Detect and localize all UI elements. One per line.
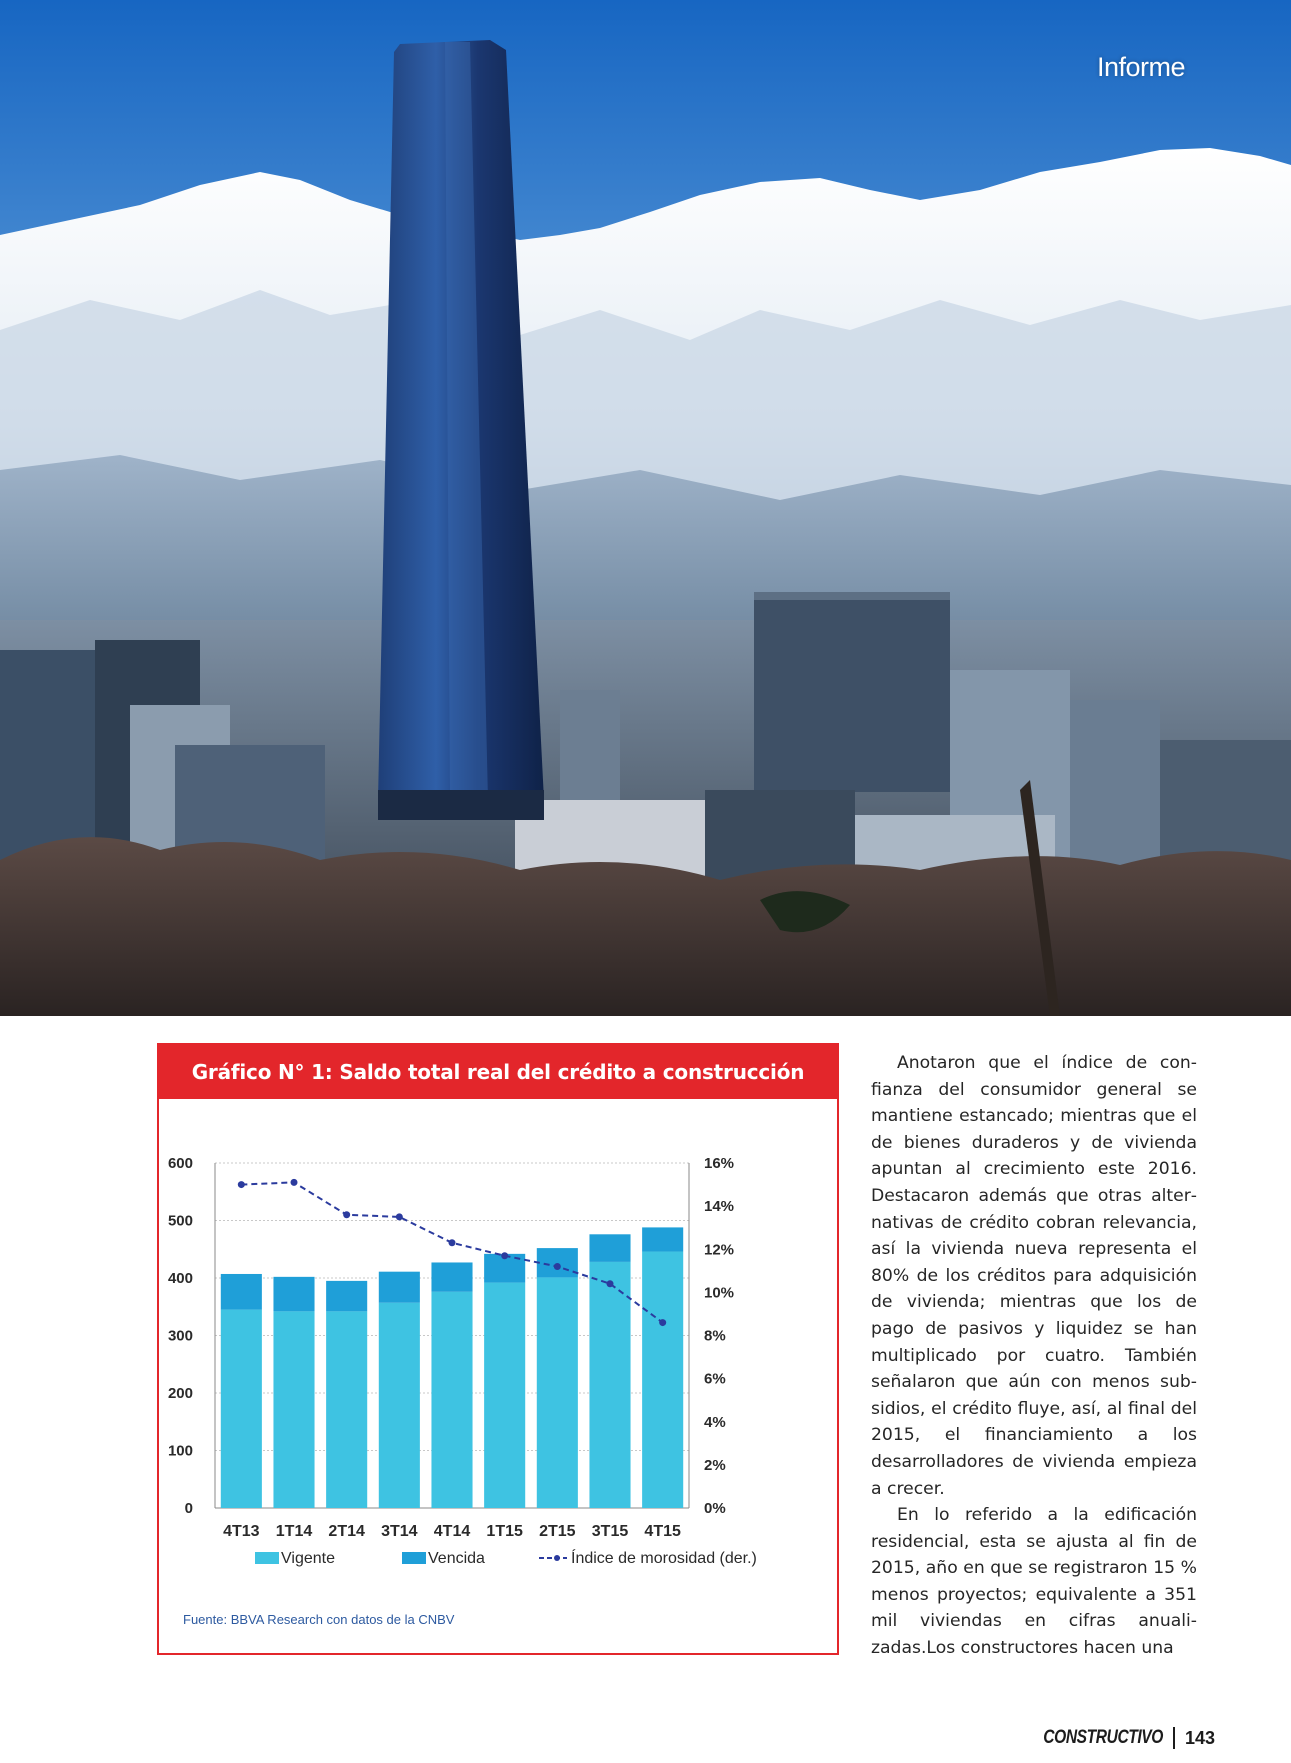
y-right-tick-label: 12%: [704, 1241, 735, 1259]
line-point: [554, 1263, 561, 1270]
x-tick-label: 1T15: [486, 1523, 523, 1540]
x-tick-label: 2T14: [328, 1523, 365, 1540]
y-right-tick-label: 6%: [704, 1370, 726, 1388]
chart-box: [157, 1043, 839, 1655]
page-footer: [1017, 1727, 1215, 1749]
y-right-tick-label: 16%: [704, 1155, 735, 1172]
y-left-tick-label: 400: [167, 1270, 193, 1287]
article-paragraph-1: Anotaron que el índice de confianza del consumidor general se mantiene estancado; mientras que el de bienes duraderos y de vivienda apuntan al crecimiento este 2016. Destacaron además que otras alternativas de crédito cobran relevancia, así la vivienda nueva representa el 80% de los créditos para adquisición de vivienda; mientras que los de pago de pasivos y liquidez se han multiplicado por cuatro. También señalaron que aún con menos subsidios, el crédito fluye, así, al final del 2015, el financiamiento a los desarrolladores de vivienda empieza a crecer.: [871, 1053, 1197, 1499]
legend-swatch-vencida: [402, 1552, 426, 1564]
y-left-tick-label: 100: [167, 1442, 193, 1460]
y-right-tick-label: 0%: [704, 1500, 726, 1517]
bar-vencida: [379, 1272, 420, 1303]
bar-vigente: [537, 1277, 578, 1508]
section-label: Informe: [1096, 52, 1185, 82]
legend-swatch-vigente: [255, 1552, 279, 1564]
footer-divider: [1173, 1727, 1175, 1749]
line-point: [291, 1179, 298, 1186]
legend-label-vencida: Vencida: [428, 1550, 485, 1567]
chart-title: Gráfico N° 1: Saldo total real del crédito a construcción: [159, 1045, 837, 1099]
bar-vencida: [642, 1227, 683, 1251]
page-number: 143: [1184, 1727, 1215, 1748]
bar-vigente: [326, 1311, 367, 1508]
line-point: [449, 1239, 456, 1246]
bar-vencida: [221, 1274, 262, 1310]
bar-vigente: [642, 1252, 683, 1508]
x-tick-label: 3T15: [591, 1523, 629, 1540]
y-left-tick-label: 300: [167, 1327, 193, 1345]
y-left-tick-label: 200: [167, 1385, 193, 1402]
x-tick-label: 1T14: [275, 1523, 313, 1540]
line-point: [396, 1213, 403, 1220]
chart-source: Fuente: BBVA Research con datos de la CNBV: [183, 1612, 455, 1627]
y-right-tick-label: 2%: [704, 1456, 726, 1474]
x-tick-label: 3T14: [381, 1523, 418, 1540]
article-paragraph-2: En lo referido a la edificación residencial, esta se ajusta al fin de 2015, año en que se registraron 15 % menos proyectos; equivalente a 351 mil viviendas en cifras anualizadas.Los constructores hacen una: [871, 1505, 1197, 1659]
x-tick-label: 4T14: [433, 1523, 471, 1540]
bar-vigente: [379, 1303, 420, 1508]
y-left-tick-label: 0: [184, 1500, 193, 1517]
y-right-tick-label: 10%: [704, 1284, 735, 1302]
line-point: [501, 1252, 508, 1259]
bar-vencida: [589, 1234, 630, 1262]
bar-vencida: [537, 1248, 578, 1277]
y-left-tick-label: 500: [167, 1212, 193, 1230]
x-tick-label: 4T13: [223, 1523, 260, 1540]
bar-vencida: [431, 1262, 472, 1291]
bar-vigente: [484, 1283, 525, 1508]
line-point: [343, 1211, 350, 1218]
bar-vigente: [589, 1262, 630, 1508]
line-point: [659, 1319, 666, 1326]
magazine-brand: CONSTRUCTIVO: [1043, 1727, 1163, 1748]
line-point: [607, 1280, 614, 1287]
y-right-tick-label: 14%: [704, 1198, 735, 1216]
y-left-tick-label: 600: [167, 1155, 193, 1172]
y-right-tick-label: 8%: [704, 1327, 726, 1345]
y-right-tick-label: 4%: [704, 1413, 726, 1431]
bar-vigente: [431, 1292, 472, 1508]
bar-vigente: [273, 1311, 314, 1508]
x-tick-label: 4T15: [644, 1523, 681, 1540]
article-body: [871, 1050, 1197, 1662]
line-point: [238, 1181, 245, 1188]
bar-vencida: [326, 1281, 367, 1311]
x-tick-label: 2T15: [539, 1523, 576, 1540]
legend-point-morosidad: [554, 1555, 560, 1561]
bar-line-chart: [159, 1099, 837, 1599]
bar-vencida: [273, 1277, 314, 1312]
legend-label-vigente: Vigente: [281, 1550, 335, 1567]
bar-vigente: [221, 1310, 262, 1508]
legend-label-morosidad: Índice de morosidad (der.): [571, 1550, 757, 1567]
